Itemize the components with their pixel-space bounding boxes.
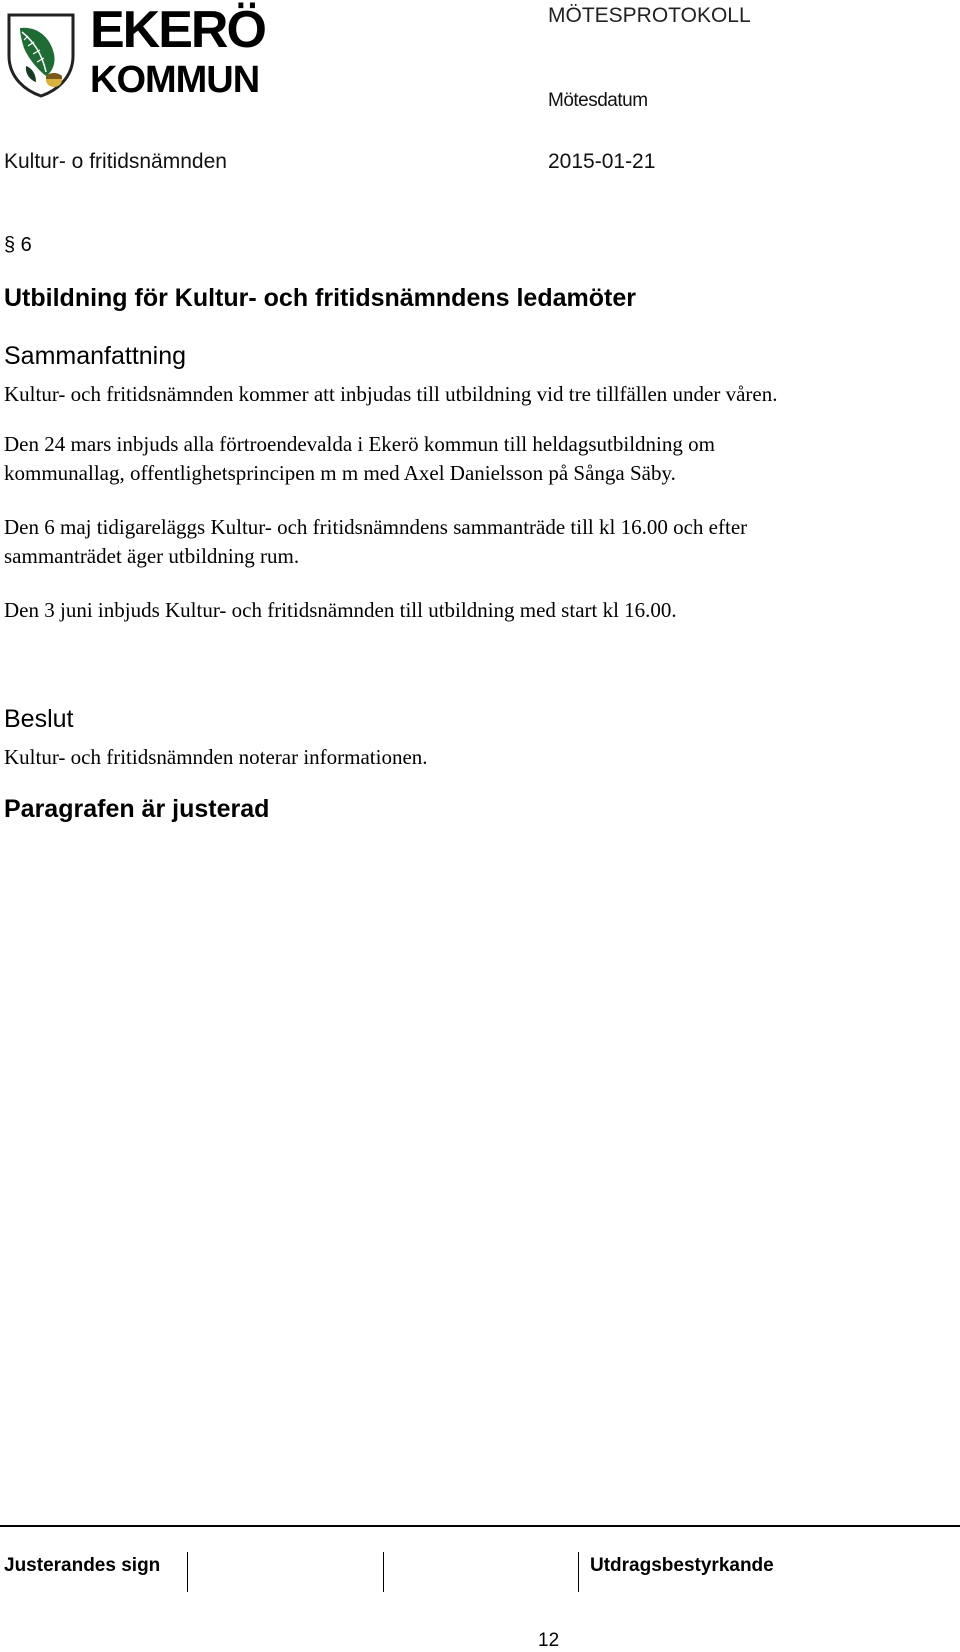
summary-paragraph-2-line-2: kommunallag, offentlighetsprincipen m m med Axel Danielsson på Sånga Säby. bbox=[4, 461, 676, 485]
coat-of-arms-icon bbox=[6, 12, 76, 98]
section-title: Utbildning för Kultur- och fritidsnämndens ledamöter bbox=[4, 284, 636, 312]
signature-label: Justerandes sign bbox=[4, 1555, 161, 1576]
paragraph-number: § 6 bbox=[4, 234, 32, 256]
signature-field-divider-3 bbox=[578, 1552, 579, 1592]
ekero-kommun-logo bbox=[6, 2, 268, 102]
summary-paragraph-1: Kultur- och fritidsnämnden kommer att inbjudas till utbildning vid tre tillfällen under våren. bbox=[4, 382, 778, 406]
decision-text: Kultur- och fritidsnämnden noterar informationen. bbox=[4, 745, 428, 769]
summary-paragraph-3-line-2: sammanträdet äger utbildning rum. bbox=[4, 544, 300, 568]
summary-paragraph-2-line-1: Den 24 mars inbjuds alla förtroendevalda i Ekerö kommun till heldagsutbildning om bbox=[4, 432, 715, 456]
meeting-date: 2015-01-21 bbox=[548, 150, 656, 173]
logo-text-ekero: EKERÖ bbox=[90, 1, 265, 59]
summary-heading: Sammanfattning bbox=[4, 342, 187, 370]
signature-field-divider-1 bbox=[187, 1552, 188, 1592]
summary-paragraph-4: Den 3 juni inbjuds Kultur- och fritidsnämnden till utbildning med start kl 16.00. bbox=[4, 598, 677, 622]
summary-paragraph-2 bbox=[4, 430, 715, 488]
decision-heading: Beslut bbox=[4, 705, 74, 733]
extract-certification-label: Utdragsbestyrkande bbox=[590, 1555, 774, 1576]
summary-paragraph-3 bbox=[4, 513, 747, 571]
document-type: MÖTESPROTOKOLL bbox=[548, 4, 751, 27]
logo-text-kommun: KOMMUN bbox=[90, 59, 260, 101]
footer-divider bbox=[0, 1525, 960, 1527]
signature-field-divider-2 bbox=[383, 1552, 384, 1592]
adjusted-statement: Paragrafen är justerad bbox=[4, 795, 270, 823]
summary-paragraph-3-line-1: Den 6 maj tidigareläggs Kultur- och fritidsnämndens sammanträde till kl 16.00 och efter bbox=[4, 515, 748, 539]
committee-name: Kultur- o fritidsnämnden bbox=[4, 150, 227, 173]
page-number: 12 bbox=[538, 1630, 560, 1651]
meeting-date-label: Mötesdatum bbox=[548, 90, 648, 111]
